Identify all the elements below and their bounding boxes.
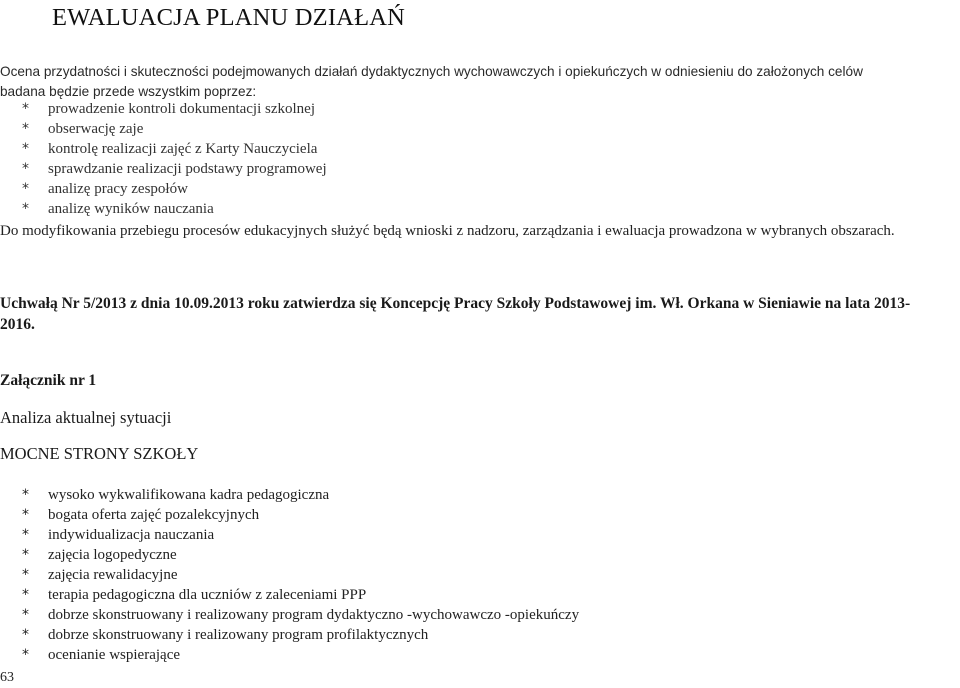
intro-paragraph <box>0 62 960 102</box>
list-item <box>0 625 579 645</box>
resolution-paragraph: Uchwałą Nr 5/2013 z dnia 10.09.2013 roku zatwierdza się Koncepcję Pracy Szkoły Podstawowej im. Wł. Orkana w Sieniawie na lata 2013-2016. <box>0 295 911 333</box>
list-item <box>0 159 327 179</box>
list-item-text: zajęcia logopedyczne <box>48 547 177 563</box>
list-item-text: prowadzenie kontroli dokumentacji szkolnej <box>48 101 316 117</box>
strengths-title: MOCNE STRONY SZKOŁY <box>0 444 199 463</box>
list-item-text: analizę pracy zespołów <box>48 181 188 197</box>
list-item <box>0 99 327 119</box>
list-item-text: dobrze skonstruowany i realizowany program profilaktycznych <box>48 627 429 643</box>
asterisk-bullet-icon: * <box>22 567 29 583</box>
evaluation-methods-list <box>0 99 327 219</box>
list-item <box>0 119 327 139</box>
list-item <box>0 545 579 565</box>
list-item-text: kontrolę realizacji zajęć z Karty Nauczyciela <box>48 141 318 157</box>
list-item-text: indywidualizacja nauczania <box>48 527 215 543</box>
asterisk-bullet-icon: * <box>22 181 29 197</box>
list-item-text: obserwację zaje <box>48 121 144 137</box>
annex-title: Załącznik nr 1 <box>0 372 97 389</box>
page-title: EWALUACJA PLANU DZIAŁAŃ <box>52 4 406 31</box>
asterisk-bullet-icon: * <box>22 647 29 663</box>
asterisk-bullet-icon: * <box>22 627 29 643</box>
asterisk-bullet-icon: * <box>22 487 29 503</box>
list-item <box>0 605 579 625</box>
list-item <box>0 645 579 665</box>
list-item <box>0 485 579 505</box>
asterisk-bullet-icon: * <box>22 201 29 217</box>
asterisk-bullet-icon: * <box>22 547 29 563</box>
analysis-title: Analiza aktualnej sytuacji <box>0 408 172 427</box>
list-item <box>0 585 579 605</box>
asterisk-bullet-icon: * <box>22 121 29 137</box>
list-item-text: dobrze skonstruowany i realizowany program dydaktyczno -wychowawczo -opiekuńczy <box>48 607 580 623</box>
conclusion-paragraph: Do modyfikowania przebiegu procesów edukacyjnych służyć będą wnioski z nadzoru, zarządzania i ewaluacja prowadzona w wybranych obszarach. <box>0 223 895 239</box>
list-item-text: ocenianie wspierające <box>48 647 181 663</box>
asterisk-bullet-icon: * <box>22 607 29 623</box>
list-item <box>0 139 327 159</box>
intro-line: Ocena przydatności i skuteczności podejmowanych działań dydaktycznych wychowawczych i opiekuńczych w odniesieniu do założonych celów <box>0 64 863 79</box>
page-number: 63 <box>0 670 14 685</box>
list-item-text: bogata oferta zajęć pozalekcyjnych <box>48 507 260 523</box>
list-item-text: sprawdzanie realizacji podstawy programowej <box>48 161 327 177</box>
asterisk-bullet-icon: * <box>22 507 29 523</box>
list-item-text: wysoko wykwalifikowana kadra pedagogiczna <box>48 487 330 503</box>
list-item-text: zajęcia rewalidacyjne <box>48 567 178 583</box>
list-item-text: analizę wyników nauczania <box>48 201 214 217</box>
intro-line: badana będzie przede wszystkim poprzez: <box>0 84 257 99</box>
strengths-list <box>0 485 579 665</box>
list-item <box>0 505 579 525</box>
asterisk-bullet-icon: * <box>22 141 29 157</box>
asterisk-bullet-icon: * <box>22 527 29 543</box>
asterisk-bullet-icon: * <box>22 161 29 177</box>
asterisk-bullet-icon: * <box>22 101 29 117</box>
list-item <box>0 179 327 199</box>
asterisk-bullet-icon: * <box>22 587 29 603</box>
list-item-text: terapia pedagogiczna dla uczniów z zaleceniami PPP <box>48 587 367 603</box>
list-item <box>0 525 579 545</box>
list-item <box>0 199 327 219</box>
list-item <box>0 565 579 585</box>
